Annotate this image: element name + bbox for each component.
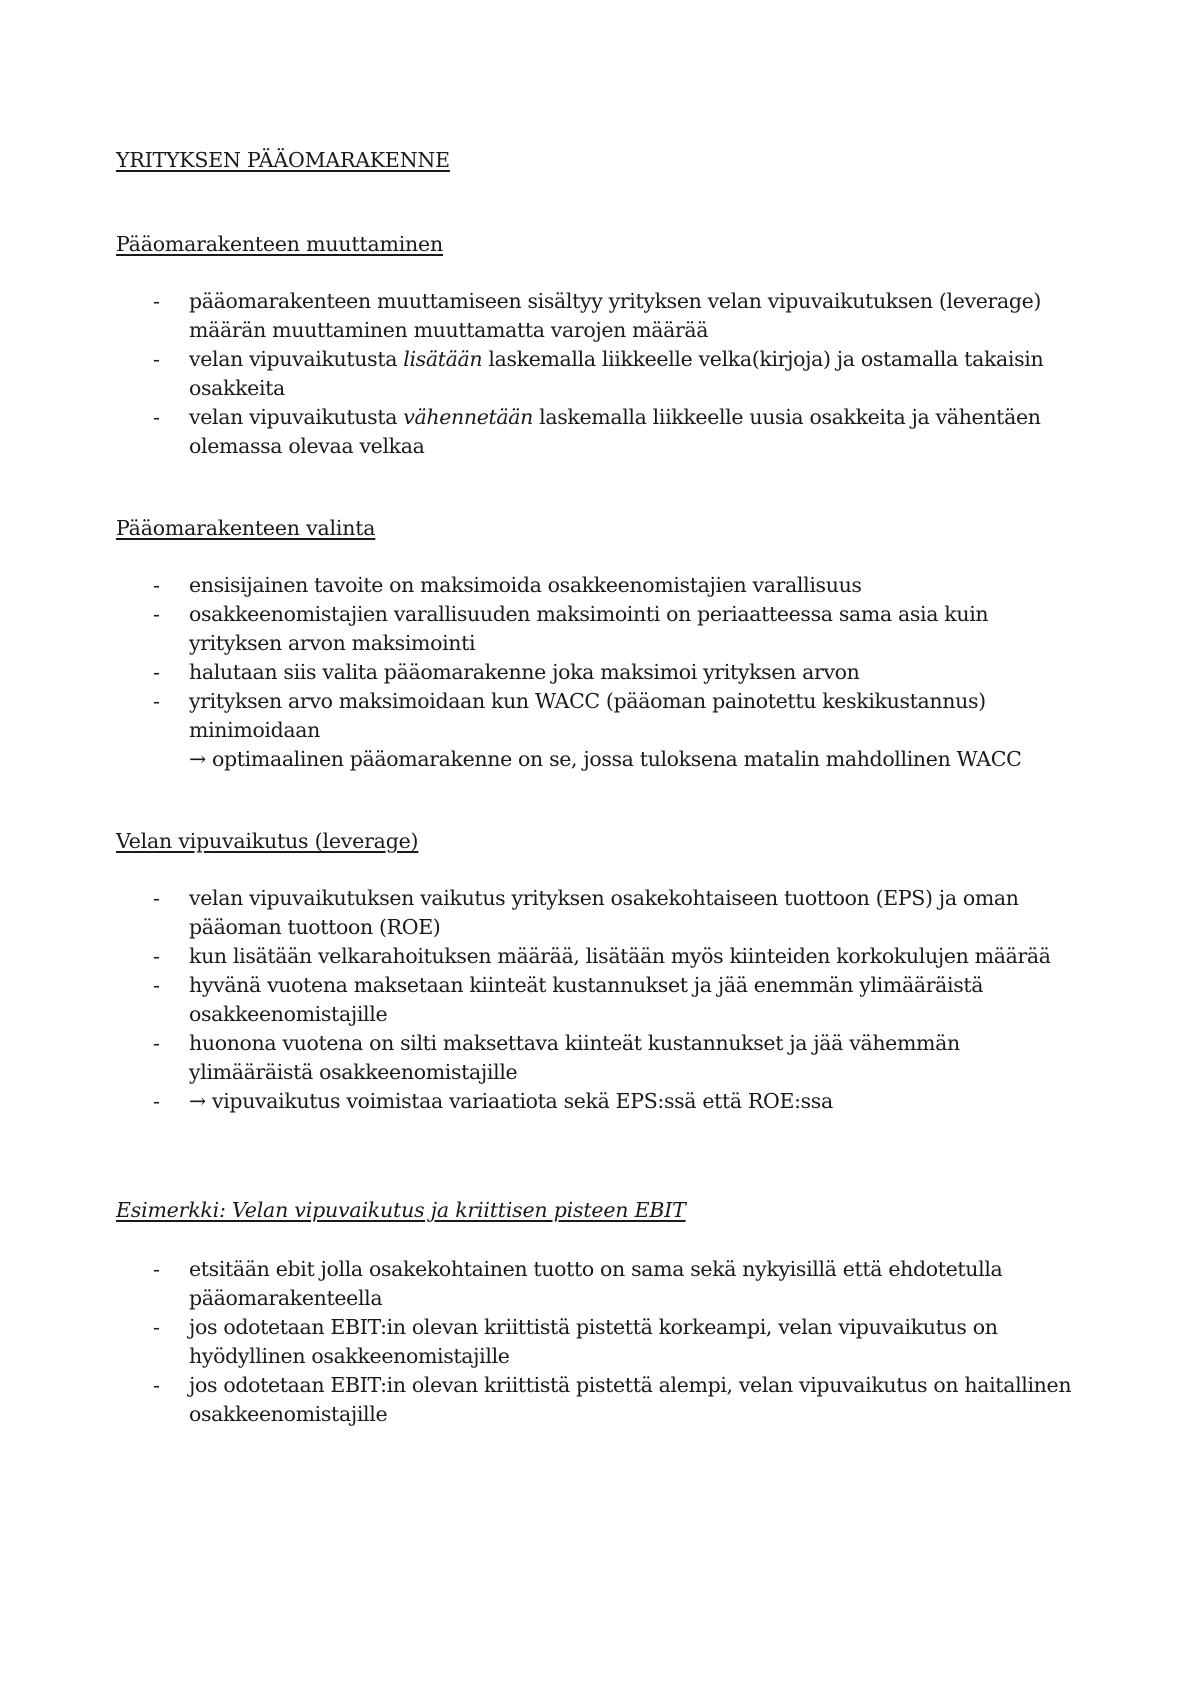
list-item [0, 1371, 1200, 1429]
list-item-text: jos odotetaan EBIT:in olevan kriittistä pistettä korkeampi, velan vipuvaikutus on hyödyllinen osakkeenomistajille [189, 1315, 998, 1368]
bullet-list-capital-structure-change [0, 287, 1200, 461]
list-item-text: yrityksen arvo maksimoidaan kun WACC (pääoman painotettu keskikustannus) minimoidaan → optimaalinen pääomarakenne on se, jossa tuloksena matalin mahdollinen WACC [189, 689, 1022, 771]
list-item-text: osakkeenomistajien varallisuuden maksimointi on periaatteessa sama asia kuin yrityksen arvon maksimointi [189, 602, 989, 655]
bullet-list-leverage [0, 884, 1200, 1116]
list-item-text: → vipuvaikutus voimistaa variaatiota sekä EPS:ssä että ROE:ssa [189, 1089, 833, 1113]
list-item [0, 287, 1200, 345]
bullet-list-example [0, 1255, 1200, 1429]
list-item-text: halutaan siis valita pääomarakenne joka maksimoi yrityksen arvon [189, 660, 860, 684]
list-item [0, 571, 1200, 600]
list-item [0, 1087, 1200, 1116]
section-heading-example: Esimerkki: Velan vipuvaikutus ja kriittisen pisteen EBIT [116, 1198, 686, 1222]
bullet-list-capital-structure-choice [0, 571, 1200, 774]
list-item-text: etsitään ebit jolla osakekohtainen tuotto on sama sekä nykyisillä että ehdotetulla pääomarakenteella [189, 1257, 1003, 1310]
list-item [0, 345, 1200, 403]
list-item-text: velan vipuvaikutusta [189, 405, 404, 429]
section-heading-leverage: Velan vipuvaikutus (leverage) [116, 829, 419, 853]
list-item [0, 658, 1200, 687]
list-item [0, 687, 1200, 774]
list-item [0, 971, 1200, 1029]
list-item [0, 403, 1200, 461]
list-item-text: pääomarakenteen muuttamiseen sisältyy yrityksen velan vipuvaikutuksen (leverage) määrän muuttaminen muuttamatta varojen määrää [189, 289, 1042, 342]
list-item-text: laskemalla liikkeelle uusia osakkeita ja vähentäen olemassa olevaa velkaa [189, 405, 1041, 458]
list-item [0, 600, 1200, 658]
list-item-text: huonona vuotena on silti maksettava kiinteät kustannukset ja jää vähemmän ylimääräistä osakkeenomistajille [189, 1031, 960, 1084]
list-item [0, 942, 1200, 971]
section-heading-capital-structure-change: Pääomarakenteen muuttaminen [116, 232, 443, 256]
list-item-text: jos odotetaan EBIT:in olevan kriittistä pistettä alempi, velan vipuvaikutus on haitallinen osakkeenomistajille [189, 1373, 1072, 1426]
list-item-text: velan vipuvaikutuksen vaikutus yrityksen osakekohtaiseen tuottoon (EPS) ja oman pääoman tuottoon (ROE) [189, 886, 1019, 939]
list-item-text: kun lisätään velkarahoituksen määrää, lisätään myös kiinteiden korkokulujen määrää [189, 944, 1051, 968]
list-item [0, 1029, 1200, 1087]
document-title: YRITYKSEN PÄÄOMARAKENNE [116, 148, 450, 172]
list-item-text: laskemalla liikkeelle velka(kirjoja) ja ostamalla takaisin osakkeita [189, 347, 1044, 400]
section-heading-capital-structure-choice: Pääomarakenteen valinta [116, 516, 376, 540]
list-item [0, 1313, 1200, 1371]
list-item-text: ensisijainen tavoite on maksimoida osakkeenomistajien varallisuus [189, 573, 862, 597]
list-item-text: velan vipuvaikutusta [189, 347, 404, 371]
list-item [0, 884, 1200, 942]
list-item [0, 1255, 1200, 1313]
list-item-text: hyvänä vuotena maksetaan kiinteät kustannukset ja jää enemmän ylimääräistä osakkeenomistajille [189, 973, 984, 1026]
emphasized-text: lisätään [403, 347, 483, 371]
emphasized-text: vähennetään [403, 405, 533, 429]
